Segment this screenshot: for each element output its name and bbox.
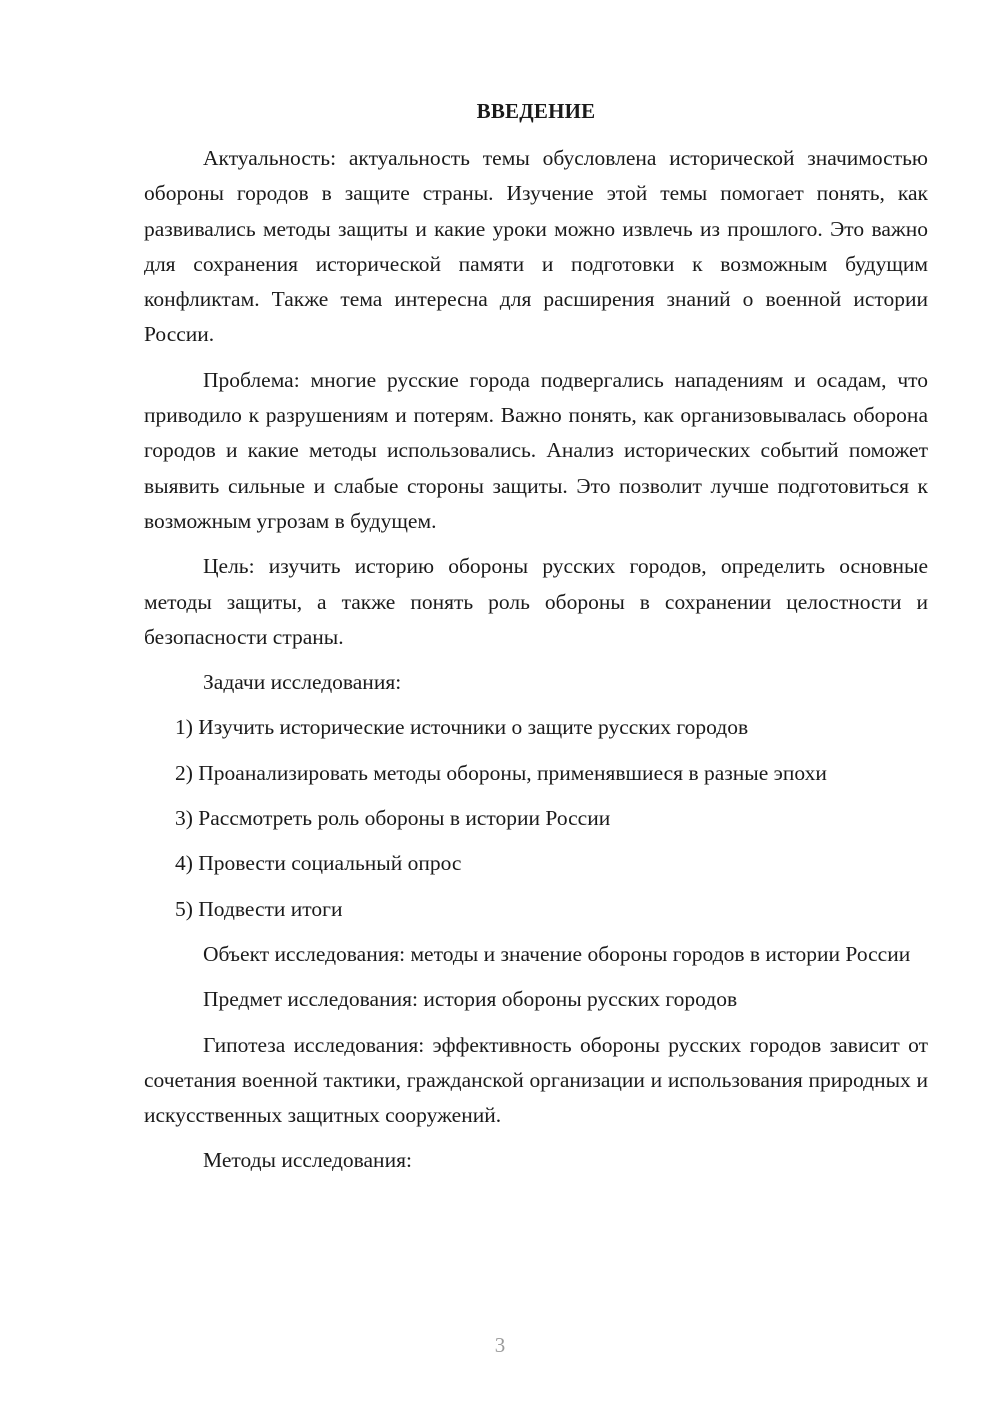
task-item-4: 4) Провести социальный опрос: [175, 851, 462, 876]
paragraph-problem: Проблема: многие русские города подвергались нападениям и осадам, что приводило к разрушениям и потерям. Важно понять, как организовывалась оборона городов и какие методы использовались. Анализ исторических событий поможет выявить сильные и слабые стороны защиты. Это позволит лучше подготовиться к возможным угрозам в будущем.: [144, 367, 928, 533]
paragraph-tasks-heading: Задачи исследования:: [203, 670, 402, 695]
paragraph-hypothesis: Гипотеза исследования: эффективность обороны русских городов зависит от сочетания военной тактики, гражданской организации и использования природных и искусственных защитных сооружений.: [144, 1032, 928, 1128]
paragraph-goal: Цель: изучить историю обороны русских городов, определить основные методы защиты, а также понять роль обороны в сохранении целостности и безопасности страны.: [144, 554, 928, 649]
paragraph-object: Объект исследования: методы и значение обороны городов в истории России: [203, 941, 911, 966]
task-item-2: 2) Проанализировать методы обороны, применявшиеся в разные эпохи: [175, 760, 827, 785]
task-item-5: 5) Подвести итоги: [175, 896, 343, 921]
section-title: ВВЕДЕНИЕ: [476, 99, 596, 123]
document-page: [144, 94, 928, 1189]
paragraph-relevance: Актуальность: актуальность темы обусловлена исторической значимостью обороны городов в защите страны. Изучение этой темы помогает понять, как развивались методы защиты и какие уроки можно извлечь из прошлого. Это важно для сохранения исторической памяти и подготовки к возможным будущим конфликтам. Также тема интересна для расширения знаний о военной истории России.: [144, 146, 928, 347]
page-number: 3: [494, 1333, 506, 1357]
task-item-3: 3) Рассмотреть роль обороны в истории России: [175, 806, 611, 831]
paragraph-subject: Предмет исследования: история обороны русских городов: [203, 987, 738, 1012]
task-item-1: 1) Изучить исторические источники о защите русских городов: [175, 715, 749, 740]
paragraph-methods-heading: Методы исследования:: [203, 1148, 412, 1173]
